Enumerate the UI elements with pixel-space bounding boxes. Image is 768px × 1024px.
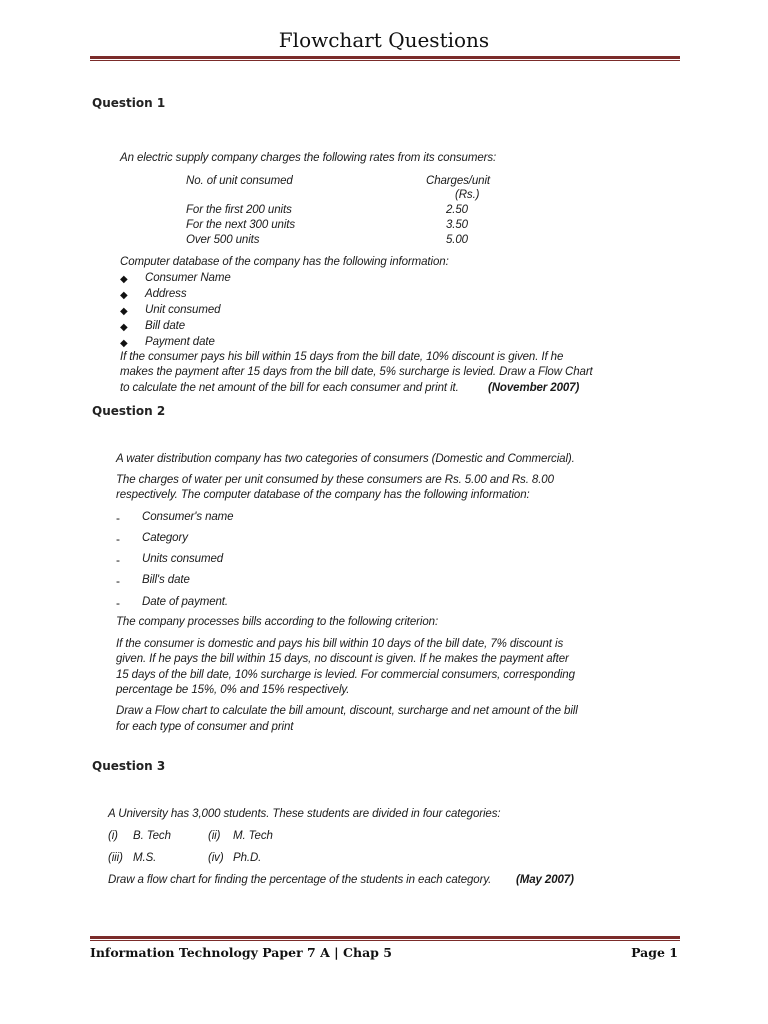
- header-rule-thin: [90, 60, 680, 61]
- q1-col-units-header: No. of unit consumed: [186, 175, 293, 187]
- q1-rate-row-desc: For the first 200 units: [186, 204, 292, 216]
- dash-bullet-icon: -: [116, 511, 120, 525]
- q3-option-number: (iv): [208, 852, 224, 864]
- q2-db-item: Bill's date: [142, 574, 190, 586]
- q1-rate-row-value: 5.00: [446, 234, 468, 246]
- q2-paragraph-line: Draw a Flow chart to calculate the bill amount, discount, surcharge and net amount of the bill: [116, 705, 578, 717]
- q2-db-item: Date of payment.: [142, 596, 228, 608]
- q1-text-line: makes the payment after 15 days from the bill date, 5% surcharge is levied. Draw a Flow Chart: [120, 366, 593, 378]
- diamond-bullet-icon: ◆: [120, 290, 128, 301]
- diamond-bullet-icon: ◆: [120, 274, 128, 285]
- q2-db-item: Consumer's name: [142, 511, 234, 523]
- q1-rate-row-value: 3.50: [446, 219, 468, 231]
- q1-source-text: (November 2007): [488, 382, 580, 394]
- q1-rate-row-desc: Over 500 units: [186, 234, 260, 246]
- footer-page-number: Page 1: [631, 945, 678, 960]
- question-1-label: Question 1: [92, 96, 166, 110]
- q1-rate-row-desc: For the next 300 units: [186, 219, 296, 231]
- q1-col-charges-header: Charges/unit: [426, 175, 491, 187]
- footer-chapter: Information Technology Paper 7 A | Chap 5: [90, 945, 392, 960]
- q3-option: M.S.: [133, 852, 157, 864]
- q2-criterion-intro: The company processes bills according to the following criterion:: [116, 616, 439, 628]
- q1-db-item: Unit consumed: [145, 304, 221, 316]
- q2-paragraph-line: 15 days of the bill date, 10% surcharge is levied. For commercial consumers, corresponding: [116, 669, 575, 681]
- q2-paragraph-line: given. If he pays the bill within 15 days, no discount is given. If he makes the payment after: [116, 653, 569, 665]
- q2-db-item: Units consumed: [142, 553, 224, 565]
- q2-intro: A water distribution company has two categories of consumers (Domestic and Commercial).: [116, 453, 575, 465]
- q1-db-item: Payment date: [145, 336, 215, 348]
- q1-db-item: Address: [145, 288, 187, 300]
- q2-paragraph-line: for each type of consumer and print: [116, 721, 294, 733]
- dash-bullet-icon: -: [116, 574, 120, 588]
- q1-intro: An electric supply company charges the following rates from its consumers:: [120, 152, 497, 164]
- q2-paragraph-line: respectively. The computer database of the company has the following information:: [116, 489, 530, 501]
- q1-db-intro: Computer database of the company has the following information:: [120, 256, 449, 268]
- footer-rule: [90, 936, 680, 939]
- q2-paragraph-line: The charges of water per unit consumed by these consumers are Rs. 5.00 and Rs. 8.00: [116, 474, 554, 486]
- q3-option: B. Tech: [133, 830, 171, 842]
- dash-bullet-icon: -: [116, 553, 120, 567]
- diamond-bullet-icon: ◆: [120, 338, 128, 349]
- q1-db-item: Bill date: [145, 320, 186, 332]
- q1-source: [488, 382, 579, 394]
- question-3-label: Question 3: [92, 759, 166, 773]
- dash-bullet-icon: -: [116, 532, 120, 546]
- question-2-label: Question 2: [92, 404, 166, 418]
- q3-option-number: (iii): [108, 852, 123, 864]
- page-title: Flowchart Questions: [278, 28, 490, 52]
- dash-bullet-icon: -: [116, 596, 120, 610]
- q1-text-line: If the consumer pays his bill within 15 days from the bill date, 10% discount is given. If he: [120, 351, 564, 363]
- q3-option-number: (i): [108, 830, 118, 842]
- q2-db-item: Category: [142, 532, 188, 544]
- q1-text-line: to calculate the net amount of the bill for each consumer and print it.: [120, 382, 459, 394]
- q3-option: Ph.D.: [233, 852, 262, 864]
- q3-intro: A University has 3,000 students. These students are divided in four categories:: [108, 808, 501, 820]
- q3-source: [516, 874, 574, 886]
- footer-rule-thin: [90, 940, 680, 941]
- q2-paragraph-line: percentage be 15%, 0% and 15% respectively.: [116, 684, 350, 696]
- q3-source-text: (May 2007): [516, 874, 574, 886]
- q1-db-item: Consumer Name: [145, 272, 231, 284]
- q3-option: M. Tech: [233, 830, 273, 842]
- q1-rate-row-value: 2.50: [446, 204, 468, 216]
- diamond-bullet-icon: ◆: [120, 322, 128, 333]
- diamond-bullet-icon: ◆: [120, 306, 128, 317]
- header-rule: [90, 56, 680, 59]
- q3-task: Draw a flow chart for finding the percentage of the students in each category.: [108, 874, 492, 886]
- q1-col-charges-unit: (Rs.): [455, 189, 480, 201]
- q2-paragraph-line: If the consumer is domestic and pays his bill within 10 days of the bill date, 7% discount is: [116, 638, 564, 650]
- q3-option-number: (ii): [208, 830, 221, 842]
